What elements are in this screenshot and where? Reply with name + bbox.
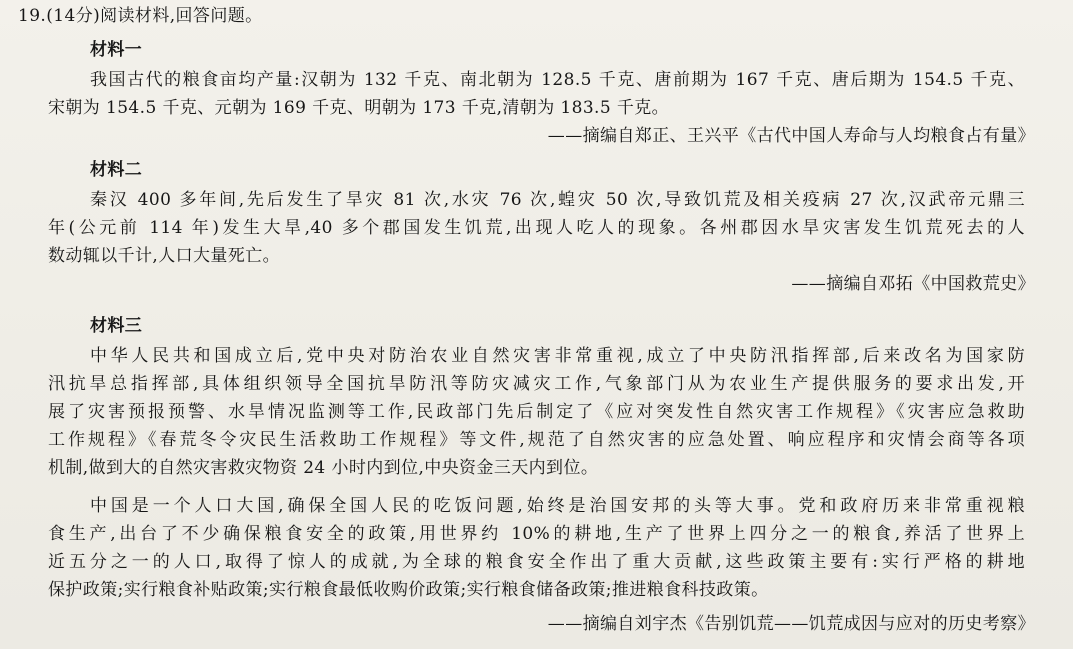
material3-p2-line: 食生产,出台了不少确保粮食安全的政策,用世界约 10%的耕地,生产了世界上四分之一的粮食,养活了世界上 [48,524,1025,544]
material3-heading: 材料三 [90,316,143,336]
material1-heading: 材料一 [90,40,143,60]
material2-heading: 材料二 [90,160,143,180]
material2-line: 数动辄以千计,人口大量死亡。 [48,246,281,266]
material2-line: 年(公元前 114 年)发生大旱,40 多个郡国发生饥荒,出现人吃人的现象。各州郡因水旱灾害发生饥荒死去的人 [48,218,1025,238]
material2-source: ——摘编自邓拓《中国救荒史》 [791,274,1035,294]
material3-p1-line: 工作规程》《春荒冬令灾民生活救助工作规程》等文件,规范了自然灾害的应急处置、响应程序和灾情会商等各项 [48,430,1025,450]
material3-p1-line: 展了灾害预报预警、水旱情况监测等工作,民政部门先后制定了《应对突发性自然灾害工作规程》《灾害应急救助 [48,402,1025,422]
material2-line: 秦汉 400 多年间,先后发生了旱灾 81 次,水灾 76 次,蝗灾 50 次,导致饥荒及相关疫病 27 次,汉武帝元鼎三 [90,190,1025,210]
material1-source: ——摘编自郑正、王兴平《古代中国人寿命与人均粮食占有量》 [547,126,1035,146]
material3-p1-line: 汛抗旱总指挥部,具体组织领导全国抗旱防汛等防灾减灾工作,气象部门从为农业生产提供服务的要求出发,开 [48,374,1025,394]
question-title: 19.(14分)阅读材料,回答问题。 [18,6,263,26]
material3-p2-line: 保护政策;实行粮食补贴政策;实行粮食最低收购价政策;实行粮食储备政策;推进粮食科技政策。 [48,580,769,600]
material3-p1-line: 机制,做到大的自然灾害救灾物资 24 小时内到位,中央资金三天内到位。 [48,458,599,478]
material3-p2-line: 近五分之一的人口,取得了惊人的成就,为全球的粮食安全作出了重大贡献,这些政策主要有:实行严格的耕地 [48,552,1025,572]
material3-p2-line: 中国是一个人口大国,确保全国人民的吃饭问题,始终是治国安邦的头等大事。党和政府历来非常重视粮 [90,496,1025,516]
material1-line: 宋朝为 154.5 千克、元朝为 169 千克、明朝为 173 千克,清朝为 183.5 千克。 [48,98,670,118]
material3-source: ——摘编自刘宇杰《告别饥荒——饥荒成因与应对的历史考察》 [547,614,1035,634]
material3-p1-line: 中华人民共和国成立后,党中央对防治农业自然灾害非常重视,成立了中央防汛指挥部,后来改名为国家防 [90,346,1025,366]
material1-line: 我国古代的粮食亩均产量:汉朝为 132 千克、南北朝为 128.5 千克、唐前期为 167 千克、唐后期为 154.5 千克、 [90,70,1025,90]
